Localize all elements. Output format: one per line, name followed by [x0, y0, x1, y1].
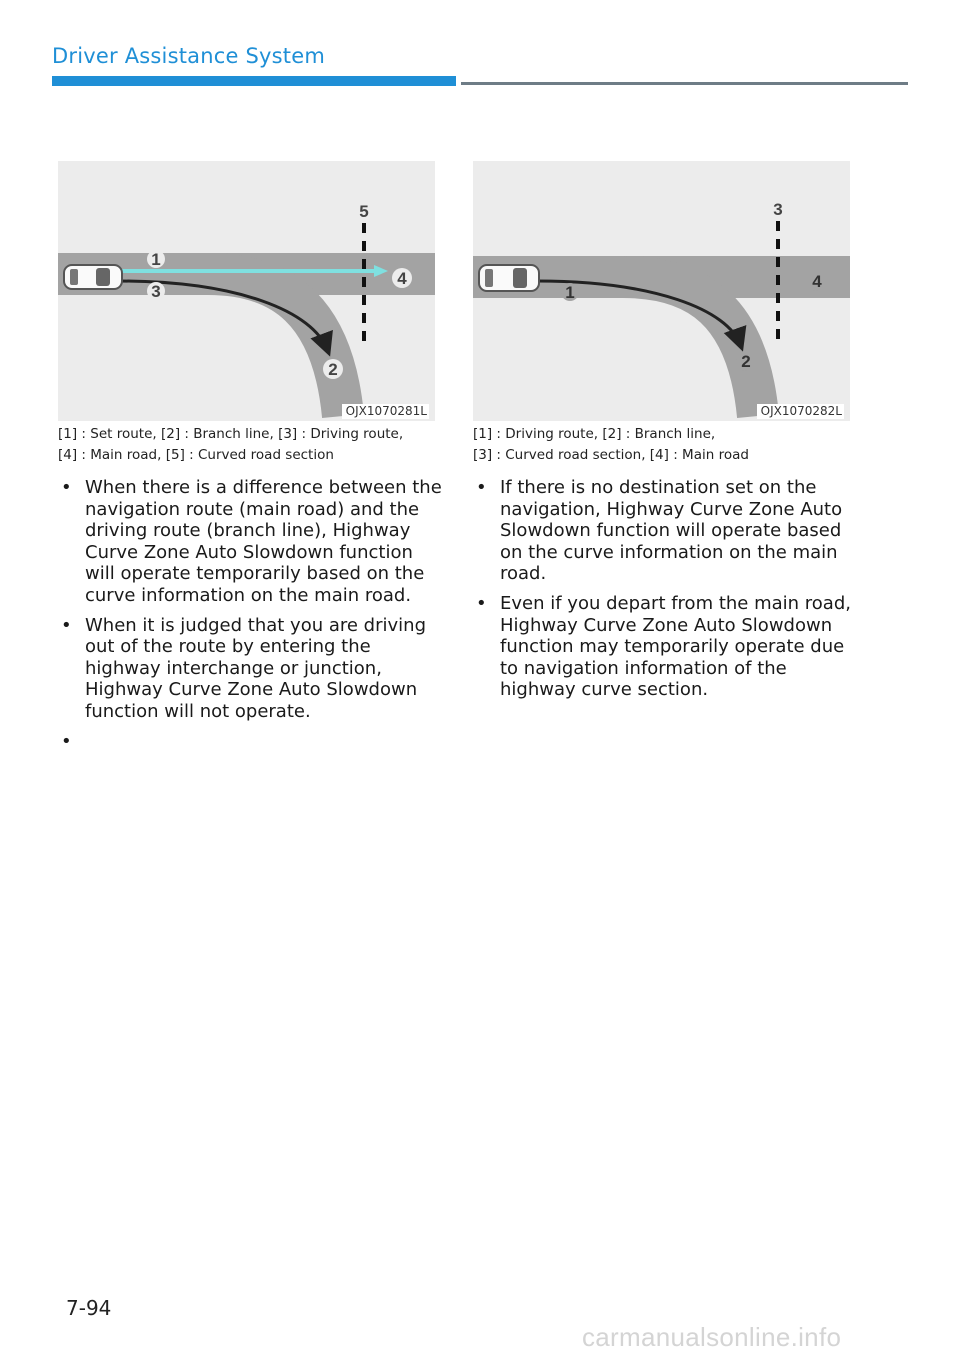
svg-text:4: 4 — [812, 272, 822, 291]
svg-text:1: 1 — [565, 283, 575, 302]
label-4 — [392, 268, 412, 288]
car-rear-window — [485, 269, 493, 287]
svg-text:4: 4 — [397, 269, 407, 288]
list-item — [53, 731, 443, 753]
svg-text:1: 1 — [151, 250, 161, 269]
list-item — [468, 593, 858, 701]
header-accent-bar — [52, 76, 456, 86]
left-route-illustration — [58, 161, 435, 421]
label-3 — [773, 200, 782, 219]
figure-code: OJX1070282L — [757, 404, 844, 419]
bullet-text: When it is judged that you are driving out of the route by entering the highway interchange or junction, Highway Curve Zone Auto Slowdown function will not operate. — [85, 614, 426, 722]
list-item — [53, 477, 443, 607]
label-2 — [323, 359, 343, 379]
right-figure-caption — [473, 424, 863, 466]
caption-line: [1] : Set route, [2] : Branch line, [3] : Driving route, — [58, 426, 404, 442]
page-number: 7-94 — [66, 1296, 112, 1320]
label-4 — [807, 271, 827, 291]
bullet-text: If there is no destination set on the navigation, Highway Curve Zone Auto Slowdown function will operate based on the curve information on the main road. — [500, 477, 843, 585]
branch-road — [208, 274, 343, 416]
car-window — [513, 268, 527, 288]
label-3 — [147, 282, 165, 301]
right-route-diagram — [473, 161, 850, 421]
svg-text:2: 2 — [328, 360, 338, 379]
label-5 — [359, 202, 368, 221]
list-item — [468, 477, 858, 585]
label-2 — [736, 351, 756, 371]
svg-text:3: 3 — [151, 282, 161, 301]
svg-text:5: 5 — [359, 202, 369, 221]
bullet-icon: • — [476, 477, 487, 498]
label-1 — [561, 283, 579, 302]
right-route-illustration — [473, 161, 850, 421]
bullet-icon: • — [476, 592, 487, 614]
figure-code: OJX1070281L — [342, 404, 429, 419]
bullet-icon: • — [61, 730, 72, 752]
list-item — [53, 615, 443, 723]
left-figure-caption — [58, 424, 448, 466]
left-route-diagram — [58, 161, 435, 421]
bullet-icon: • — [61, 477, 72, 498]
watermark: carmanualsonline.info — [582, 1322, 842, 1352]
section-title: Driver Assistance System — [52, 44, 325, 68]
svg-text:2: 2 — [741, 352, 751, 371]
caption-line: [1] : Driving route, [2] : Branch line, — [473, 426, 716, 442]
car-window — [96, 268, 110, 286]
bullet-text: Even if you depart from the main road, Highway Curve Zone Auto Slowdown function may temporarily operate due to navigation information of the highway curve section. — [500, 592, 851, 701]
bullet-icon: • — [61, 614, 72, 636]
car-rear-window — [70, 269, 78, 285]
caption-line: [3] : Curved road section, [4] : Main road — [473, 447, 749, 463]
bullet-text: When there is a difference between the navigation route (main road) and the driving route (branch line), Highway Curve Zone Auto Slowdown function will operate temporarily based on the curve information on the main road. — [85, 477, 442, 606]
header-divider — [461, 82, 908, 85]
right-bullet-list — [468, 477, 858, 709]
left-bullet-list — [53, 477, 443, 761]
caption-line: [4] : Main road, [5] : Curved road section — [58, 447, 334, 463]
svg-text:3: 3 — [773, 200, 783, 219]
